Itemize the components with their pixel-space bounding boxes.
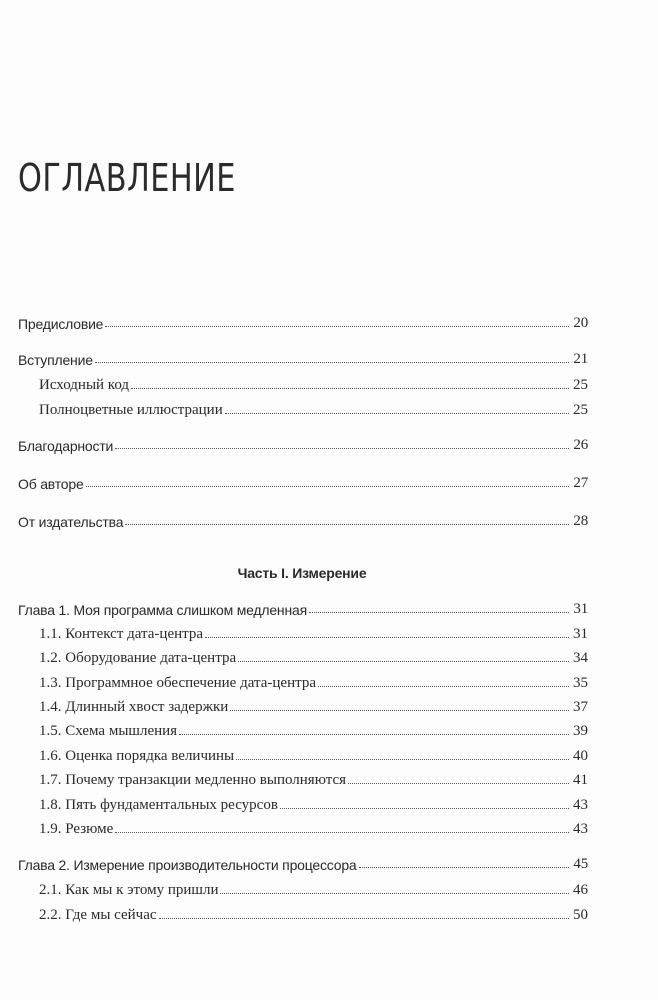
toc-entry-label: Предисловие: [18, 316, 104, 332]
dot-leader: [318, 686, 569, 687]
dot-leader: [348, 783, 569, 784]
toc-entry-label: Благодарности: [18, 438, 114, 454]
toc-section-1-6[interactable]: [39, 743, 588, 765]
toc-page-number: 40: [573, 748, 588, 764]
dot-leader: [131, 388, 569, 389]
toc-entry-label: 1.3. Программное обеспечение дата-центра: [39, 675, 316, 691]
toc-entry-label: 1.1. Контекст дата-центра: [39, 626, 204, 642]
dot-leader: [105, 326, 569, 327]
dot-leader: [205, 637, 569, 638]
toc-entry-label: 1.8. Пять фундаментальных ресурсов: [39, 797, 278, 813]
dot-leader: [359, 867, 570, 868]
toc-entry-introduction[interactable]: [18, 346, 588, 368]
part-heading: Часть I. Измерение: [237, 565, 367, 581]
toc-entry-label: 2.1. Как мы к этому пришли: [39, 882, 219, 898]
toc-entry-color-illustrations[interactable]: [39, 397, 588, 419]
dot-leader: [236, 759, 569, 760]
toc-entry-label: 1.5. Схема мышления: [39, 723, 178, 739]
toc-page-number: 26: [573, 437, 588, 453]
toc-entry-label: От издательства: [18, 514, 124, 530]
dot-leader: [86, 486, 570, 487]
dot-leader: [280, 808, 569, 809]
toc-entry-label: 1.4. Длинный хвост задержки: [39, 699, 229, 715]
dot-leader: [225, 413, 569, 414]
toc-entry-acknowledgements[interactable]: [18, 432, 588, 454]
toc-page-number: 43: [573, 821, 588, 837]
toc-page-number: 31: [573, 626, 588, 642]
toc-entry-label: 1.6. Оценка порядка величины: [39, 748, 235, 764]
toc-section-1-1[interactable]: [39, 621, 588, 643]
toc-entry-label: 1.2. Оборудование дата-центра: [39, 650, 237, 666]
toc-page-number: 34: [573, 650, 588, 666]
toc-entry-label: Глава 2. Измерение производительности процессора: [18, 857, 357, 873]
toc-entry-preface[interactable]: [18, 310, 588, 332]
toc-entry-label: Вступление: [18, 352, 93, 368]
toc-entry-label: Об авторе: [18, 476, 84, 492]
toc-page-number: 31: [573, 601, 588, 617]
toc-page-number: 37: [573, 699, 588, 715]
toc-section-1-5[interactable]: [39, 718, 588, 740]
toc-section-1-9[interactable]: [39, 816, 588, 838]
toc-page-number: 43: [573, 797, 588, 813]
toc-entry-source-code[interactable]: [39, 372, 588, 394]
toc-page-number: 45: [573, 856, 588, 872]
dot-leader: [125, 524, 569, 525]
dot-leader: [115, 832, 569, 833]
toc-entry-from-publisher[interactable]: [18, 508, 588, 530]
toc-page-number: 35: [573, 675, 588, 691]
toc-section-1-4[interactable]: [39, 694, 588, 716]
toc-entry-label: 1.7. Почему транзакции медленно выполняются: [39, 772, 347, 788]
dot-leader: [309, 612, 569, 613]
toc-entry-label: 2.2. Где мы сейчас: [39, 907, 157, 923]
toc-section-2-1[interactable]: [39, 877, 588, 899]
toc-page-number: 39: [573, 723, 588, 739]
toc-page-number: 28: [573, 513, 588, 529]
dot-leader: [95, 362, 570, 363]
toc-page-number: 20: [573, 315, 588, 331]
toc-page-number: 27: [573, 475, 588, 491]
toc-page-number: 25: [573, 402, 588, 418]
dot-leader: [238, 661, 569, 662]
toc-page-number: 41: [573, 772, 588, 788]
toc-entry-label: Глава 1. Моя программа слишком медленная: [18, 602, 307, 618]
dot-leader: [159, 918, 569, 919]
page-title: ОГЛАВЛЕНИЕ: [18, 156, 236, 200]
toc-page-number: 50: [573, 907, 588, 923]
toc-entry-about-author[interactable]: [18, 470, 588, 492]
dot-leader: [230, 710, 569, 711]
toc-chapter-1[interactable]: [18, 596, 588, 618]
toc-entry-label: Полноцветные иллюстрации: [39, 402, 223, 418]
toc-section-1-2[interactable]: [39, 645, 588, 667]
dot-leader: [179, 734, 569, 735]
toc-entry-label: 1.9. Резюме: [39, 821, 114, 837]
toc-section-2-2[interactable]: [39, 902, 588, 924]
toc-section-1-7[interactable]: [39, 767, 588, 789]
toc-page-number: 21: [573, 351, 588, 367]
toc-section-1-3[interactable]: [39, 670, 588, 692]
toc-page-number: 46: [573, 882, 588, 898]
toc-page-number: 25: [573, 377, 588, 393]
toc-section-1-8[interactable]: [39, 792, 588, 814]
dot-leader: [220, 893, 569, 894]
toc-entry-label: Исходный код: [39, 377, 130, 393]
toc-chapter-2[interactable]: [18, 851, 588, 873]
dot-leader: [115, 448, 569, 449]
